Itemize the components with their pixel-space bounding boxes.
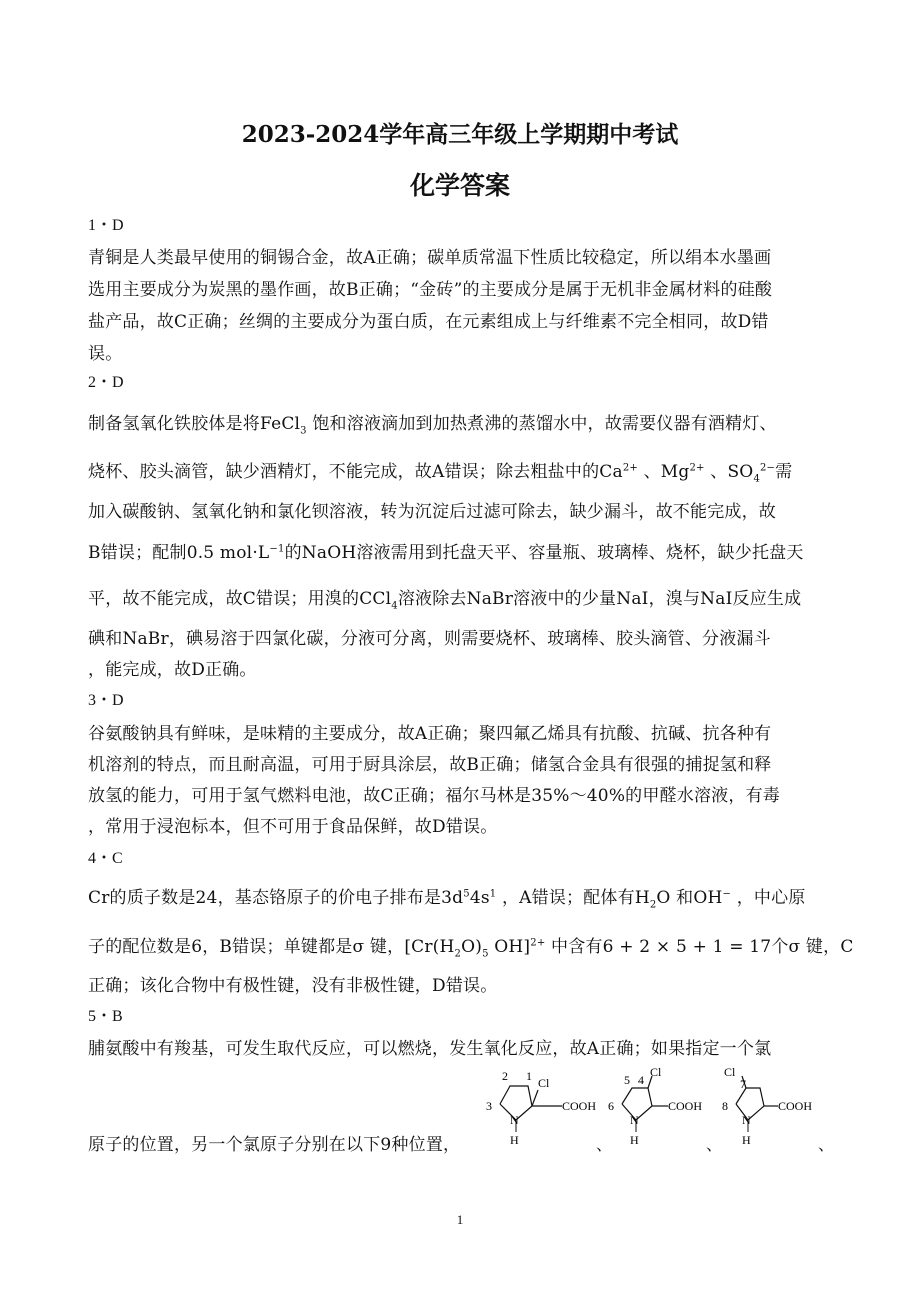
answer-line: 平，故不能完成，故C错误；用溴的CCl$_4$溶液除去NaBr溶液中的少量NaI，溴与NaI反应生成 [88,589,802,612]
answer-line: 制备氢氧化铁胶体是将FeCl$_3$ 饱和溶液滴加到加热煮沸的蒸馏水中，故需要仪器有酒精灯、 [88,414,777,437]
separator: 、 [818,1135,835,1154]
carboxyl-label: COOH [562,1099,597,1113]
answer-number: 3・D [88,692,124,709]
position-label: 1 [526,1069,532,1083]
position-label: 6 [608,1099,614,1113]
answer-line: 正确；该化合物中有极性键，没有非极性键，D错误。 [88,976,498,996]
hydrogen-label: H [742,1133,751,1147]
page-subtitle: 化学答案 [409,171,510,200]
answer-number: 4・C [88,850,123,867]
carboxyl-label: COOH [668,1099,703,1113]
carboxyl-label: COOH [778,1099,813,1113]
dichloroproline-structure-2 [604,1066,714,1150]
answer-line: 机溶剂的特点，而且耐高温，可用于厨具涂层，故B正确；储氢合金具有很强的捕捉氢和释 [88,755,772,775]
answer-number: 1・D [88,217,124,234]
nitrogen-label: N [510,1113,519,1127]
nitrogen-label: N [630,1113,639,1127]
position-label: 4 [638,1073,644,1087]
nitrogen-label: N [742,1113,751,1127]
position-label: 5 [624,1073,630,1087]
position-label: 7 [740,1077,746,1091]
answer-line: 盐产品，故C正确；丝绸的主要成分为蛋白质，在元素组成上与纤维素不完全相同，故D错 [88,312,769,332]
answer-line: B错误；配制0.5 $mol\cdot L^{-1}$的NaOH溶液需用到托盘天平、容量瓶、玻璃棒、烧杯，缺少托盘天 [88,543,804,563]
page-title: 2023-2024学年高三年级上学期期中考试 [241,121,679,148]
separator: 、 [596,1135,613,1154]
position-label: 8 [722,1099,728,1113]
answer-line: 脯氨酸中有羧基，可发生取代反应，可以燃烧，发生氧化反应，故A正确；如果指定一个氯 [88,1039,772,1059]
separator: 、 [706,1135,723,1154]
answer-line: 碘和NaBr，碘易溶于四氯化碳，分液可分离，则需要烧杯、玻璃棒、胶头滴管、分液漏斗 [88,629,771,649]
answer-line: Cr的质子数是24，基态铬原子的价电子排布是$3d^54s^1$ ，A错误；配体有$H_2O$ 和OH− ，中心原 [88,888,806,911]
chlorine-label: Cl [538,1076,550,1090]
answer-number: 2・D [88,374,124,391]
chlorine-label: Cl [724,1066,736,1079]
answer-line: 选用主要成分为炭黑的墨作画，故B正确；“金砖”的主要成分是属于无机非金属材料的硅酸 [88,280,773,300]
answer-line: 加入碳酸钠、氢氧化钠和氯化钡溶液，转为沉淀后过滤可除去，缺少漏斗，故不能完成，故 [88,502,776,522]
dichloroproline-structure-1 [482,1066,602,1150]
hydrogen-label: H [630,1133,639,1147]
answer-line: 谷氨酸钠具有鲜味，是味精的主要成分，故A正确；聚四氟乙烯具有抗酸、抗碱、抗各种有 [88,724,772,744]
chlorine-label: Cl [650,1066,662,1079]
position-label: 2 [502,1069,508,1083]
position-label: 3 [486,1099,492,1113]
answer-line: 烧杯、胶头滴管，缺少酒精灯，不能完成，故A错误；除去粗盐中的$Ca^{2+}$ 、$Mg^{2+}$ 、$SO_4^{2-}$需 [88,462,793,485]
answer-line: ，能完成，故D正确。 [88,660,257,680]
answer-line: 放氢的能力，可用于氢气燃料电池，故C正确；福尔马林是35%～40%的甲醛水溶液，有毒 [88,786,780,806]
hydrogen-label: H [510,1133,519,1147]
answer-line: 原子的位置，另一个氯原子分别在以下9种位置， [88,1135,461,1155]
answer-line: 子的配位数是6，B错误；单键都是σ 键，[$Cr(H_2O)_5$ OH]$^{2+}$ 中含有6 + 2 × 5 + 1 = 17个σ 键，C [88,937,854,960]
answer-number: 5・B [88,1008,123,1025]
answer-line: 青铜是人类最早使用的铜锡合金，故A正确；碳单质常温下性质比较稳定，所以绢本水墨画 [88,248,772,268]
dichloroproline-structure-3 [714,1066,824,1150]
page-number: 1 [456,1212,464,1227]
answer-line: 误。 [88,344,123,364]
answer-line: ，常用于浸泡标本，但不可用于食品保鲜，故D错误。 [88,817,498,837]
